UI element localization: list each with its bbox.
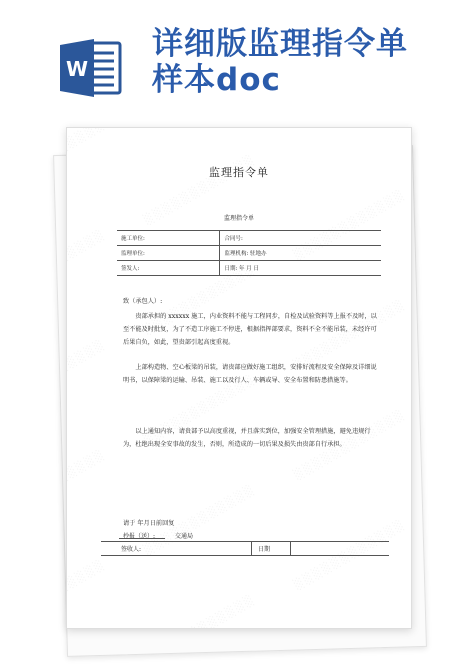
reply-note: 请于 年月日前回复 [123, 520, 175, 527]
page-title [152, 26, 408, 98]
title-line-1: 详细版监理指令单 [152, 26, 408, 62]
page-header [0, 0, 474, 110]
table-cell: 施工单位: [117, 231, 220, 246]
document-title: 监理指令单 [209, 166, 269, 179]
watermark-line [67, 227, 107, 301]
document-subtitle: 监理指令单 [223, 215, 254, 222]
salutation: 致（承包人）: [123, 298, 163, 305]
table-cell: 监理机构: 驻地办 [220, 246, 381, 261]
paragraph-3: 以上通知内容，请贵部予以高度重视，并且落实到位，加强安全管理措施，避免违规行为，杜绝出现全安事故的发生，否则，所造成的一切后果及损失由贵部自行承担。 [123, 428, 371, 448]
watermark-line [67, 337, 107, 411]
table-cell: 监理单位: [117, 246, 220, 261]
cc-label: 抄报（送）: [123, 533, 156, 540]
cc-value: 交通局 [175, 533, 194, 540]
info-table [117, 230, 381, 276]
paragraph-1: 贵部承担的 xxxxxx 施工，内业资料不能与工程同步，自检及试验资料等上报不及时，以至不能及时批复，为了不造工序施工不停进，根据指挥部要求，资料不全不能吊装，未经许可后果自负，如此，望贵部引起高度重视。 [123, 313, 377, 346]
paragraph-2: 上部构造物、空心板梁的吊装，请贵部应做好施工组织，安排好流程及安全保障及详细说明书，以保障梁的运输、吊装、施工以及行人、车辆或导、安全布置和防患措施等。 [123, 364, 377, 384]
watermark-line [67, 128, 107, 192]
table-row [117, 231, 381, 246]
word-doc-icon [60, 37, 122, 99]
watermark-line [142, 592, 257, 628]
table-cell: 日期: 年 月 日 [220, 261, 381, 276]
title-line-2: 样本doc [152, 62, 281, 98]
date-value [291, 542, 390, 556]
document-page [66, 127, 412, 629]
watermark-line [67, 447, 107, 521]
table-cell: 合同号: [220, 231, 381, 246]
svg-text:W: W [65, 57, 89, 81]
table-row [117, 261, 381, 276]
table-row [101, 542, 389, 556]
table-row [117, 246, 381, 261]
signature-table [101, 541, 389, 556]
cc-underline [119, 538, 165, 539]
receiver-label: 签收人: [101, 542, 252, 556]
table-cell: 签发人: [117, 261, 220, 276]
watermark-line [67, 557, 107, 628]
date-label: 日期 [252, 542, 291, 556]
